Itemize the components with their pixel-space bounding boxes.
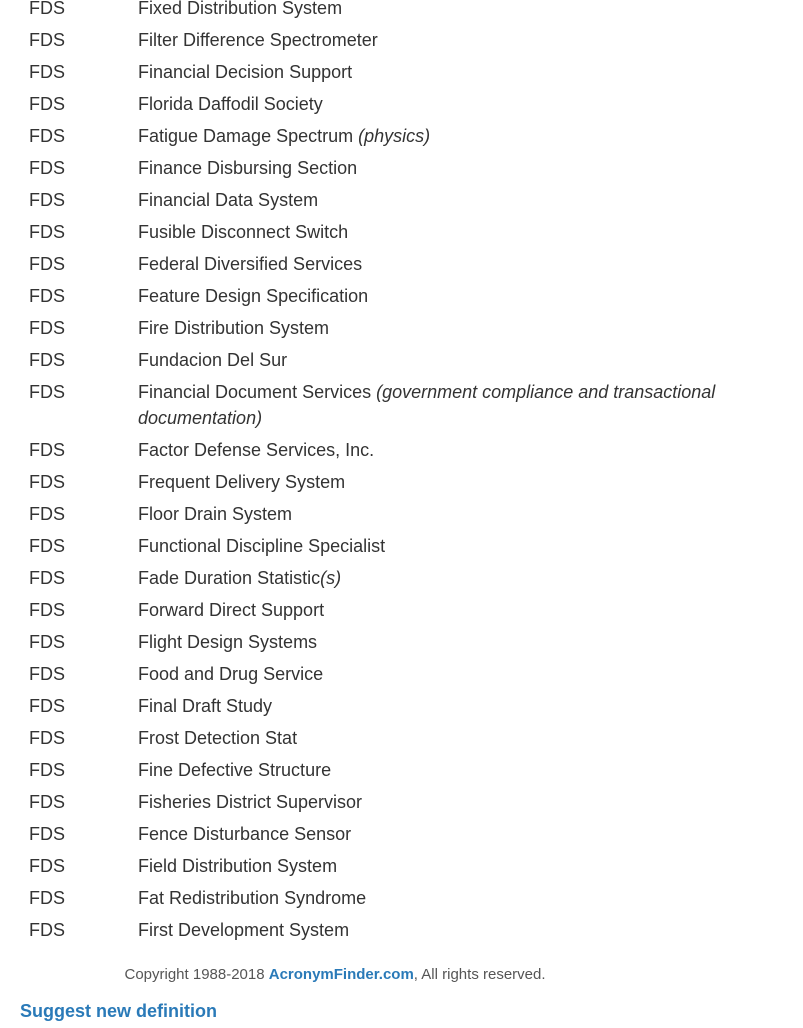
- acronym-row: [0, 818, 803, 850]
- acronym-row: [0, 312, 803, 344]
- acronym-meaning: Frequent Delivery System: [138, 472, 346, 492]
- acronym-row: [0, 626, 803, 658]
- acronym-row: [0, 690, 803, 722]
- acronym-meaning: Florida Daffodil Society: [138, 94, 323, 114]
- acronym-meaning-cell: [138, 312, 803, 341]
- acronym-meaning: Forward Direct Support: [138, 600, 325, 620]
- acronym-abbreviation: FDS: [29, 94, 65, 114]
- acronym-meaning: Financial Data System: [138, 190, 319, 210]
- acronym-meaning: Financial Decision Support: [138, 62, 353, 82]
- acronym-meaning-cell: [138, 248, 803, 277]
- acronym-meaning: Fatigue Damage Spectrum: [138, 126, 359, 146]
- acronym-abbreviation: FDS: [29, 286, 65, 306]
- acronym-meaning-cell: [138, 216, 803, 245]
- acronym-meaning-cell: [138, 722, 803, 751]
- acronym-meaning: Feature Design Specification: [138, 286, 369, 306]
- acronym-abbreviation: FDS: [29, 440, 65, 460]
- acronym-row: [0, 24, 803, 56]
- acronym-abbreviation: FDS: [29, 350, 65, 370]
- acronym-abbreviation: FDS: [29, 190, 65, 210]
- acronym-row: [0, 280, 803, 312]
- acronym-row: [0, 754, 803, 786]
- acronym-meaning-cell: [138, 658, 803, 687]
- acronym-meaning-cell: [138, 786, 803, 815]
- acronym-row: [0, 184, 803, 216]
- acronym-meaning: Final Draft Study: [138, 696, 273, 716]
- acronym-abbreviation: FDS: [29, 30, 65, 50]
- acronym-row: [0, 498, 803, 530]
- acronym-abbreviation: FDS: [29, 792, 65, 812]
- acronym-meaning: Fire Distribution System: [138, 318, 330, 338]
- acronym-meaning: Fundacion Del Sur: [138, 350, 288, 370]
- acronym-abbreviation: FDS: [29, 728, 65, 748]
- acronym-abbreviation: FDS: [29, 696, 65, 716]
- acronym-meaning: Food and Drug Service: [138, 664, 324, 684]
- acronym-abbreviation: FDS: [29, 0, 65, 18]
- acronym-abbreviation: FDS: [29, 824, 65, 844]
- acronym-row: [0, 152, 803, 184]
- acronym-row: [0, 466, 803, 498]
- acronym-meaning: Fine Defective Structure: [138, 760, 332, 780]
- acronym-abbreviation: FDS: [29, 600, 65, 620]
- acronym-meaning-cell: [138, 626, 803, 655]
- acronym-abbreviation: FDS: [29, 920, 65, 940]
- acronym-abbreviation: FDS: [29, 568, 65, 588]
- acronym-row: [0, 914, 803, 946]
- acronym-row: [0, 658, 803, 690]
- acronym-meaning: Fusible Disconnect Switch: [138, 222, 349, 242]
- acronym-abbreviation: FDS: [29, 856, 65, 876]
- acronym-meaning-cell: [138, 152, 803, 181]
- acronym-meaning: Fade Duration Statistic: [138, 568, 321, 588]
- acronym-row: [0, 786, 803, 818]
- acronym-meaning-cell: [138, 882, 803, 911]
- copyright-notice: [0, 966, 670, 983]
- acronym-abbreviation: FDS: [29, 760, 65, 780]
- copyright-prefix: Copyright 1988-2018: [124, 966, 269, 983]
- acronym-meaning-cell: [138, 184, 803, 213]
- acronym-meaning: Filter Difference Spectrometer: [138, 30, 378, 50]
- acronym-meaning: Floor Drain System: [138, 504, 293, 524]
- acronym-meaning: Field Distribution System: [138, 856, 338, 876]
- acronym-meaning-cell: [138, 88, 803, 117]
- acronym-row: [0, 594, 803, 626]
- acronym-meaning-cell: [138, 434, 803, 463]
- acronym-abbreviation: FDS: [29, 472, 65, 492]
- acronym-abbreviation: FDS: [29, 158, 65, 178]
- acronym-abbreviation: FDS: [29, 62, 65, 82]
- acronym-meaning: Federal Diversified Services: [138, 254, 363, 274]
- acronym-note: (government compliance and transactional documentation): [138, 382, 716, 428]
- acronym-abbreviation: FDS: [29, 664, 65, 684]
- acronym-abbreviation: FDS: [29, 382, 65, 402]
- acronym-meaning-cell: [138, 24, 803, 53]
- acronym-row: [0, 882, 803, 914]
- acronym-meaning-cell: [138, 754, 803, 783]
- acronym-meaning: Financial Document Services: [138, 382, 377, 402]
- acronym-meaning-cell: [138, 562, 803, 591]
- acronym-abbreviation: FDS: [29, 632, 65, 652]
- acronym-meaning-cell: [138, 914, 803, 943]
- acronym-row: [0, 434, 803, 466]
- acronym-meaning: First Development System: [138, 920, 350, 940]
- acronym-row: [0, 562, 803, 594]
- acronym-meaning-cell: [138, 280, 803, 309]
- acronym-row: [0, 530, 803, 562]
- acronym-meaning-cell: [138, 376, 803, 431]
- acronym-meaning: Frost Detection Stat: [138, 728, 298, 748]
- acronym-row: [0, 850, 803, 882]
- acronym-abbreviation: FDS: [29, 504, 65, 524]
- acronym-row: [0, 120, 803, 152]
- acronym-meaning: Factor Defense Services, Inc.: [138, 440, 375, 460]
- acronym-meaning-cell: [138, 344, 803, 373]
- acronym-meaning: Fixed Distribution System: [138, 0, 343, 18]
- acronym-row: [0, 344, 803, 376]
- acronym-meaning-cell: [138, 594, 803, 623]
- acronym-meaning-cell: [138, 120, 803, 149]
- acronym-note: (s): [320, 568, 342, 588]
- acronym-meaning-cell: [138, 850, 803, 879]
- acronym-abbreviation: FDS: [29, 222, 65, 242]
- acronym-row: [0, 248, 803, 280]
- acronym-meaning-cell: [138, 818, 803, 847]
- acronym-row: [0, 216, 803, 248]
- acronym-abbreviation: FDS: [29, 318, 65, 338]
- acronym-row: [0, 376, 803, 434]
- acronym-row: [0, 0, 803, 24]
- acronym-meaning-cell: [138, 466, 803, 495]
- acronym-meaning-cell: [138, 0, 803, 21]
- acronym-row: [0, 88, 803, 120]
- acronym-meaning-cell: [138, 56, 803, 85]
- acronym-abbreviation: FDS: [29, 126, 65, 146]
- acronym-meaning-cell: [138, 498, 803, 527]
- acronym-meaning: Finance Disbursing Section: [138, 158, 358, 178]
- acronym-abbreviation: FDS: [29, 254, 65, 274]
- acronym-note: (physics): [358, 126, 431, 146]
- acronym-abbreviation: FDS: [29, 536, 65, 556]
- acronym-abbreviation: FDS: [29, 888, 65, 908]
- acronym-row: [0, 56, 803, 88]
- acronym-meaning: Fisheries District Supervisor: [138, 792, 363, 812]
- acronymfinder-link[interactable]: AcronymFinder.com: [268, 966, 414, 983]
- acronym-meaning: Fat Redistribution Syndrome: [138, 888, 367, 908]
- suggest-new-definition-link[interactable]: Suggest new definition: [20, 1001, 217, 1021]
- acronym-row: [0, 722, 803, 754]
- acronym-meaning: Fence Disturbance Sensor: [138, 824, 352, 844]
- acronym-meaning: Flight Design Systems: [138, 632, 318, 652]
- acronym-meaning-cell: [138, 530, 803, 559]
- copyright-suffix: , All rights reserved.: [413, 966, 546, 983]
- acronym-meaning: Functional Discipline Specialist: [138, 536, 386, 556]
- acronym-meaning-cell: [138, 690, 803, 719]
